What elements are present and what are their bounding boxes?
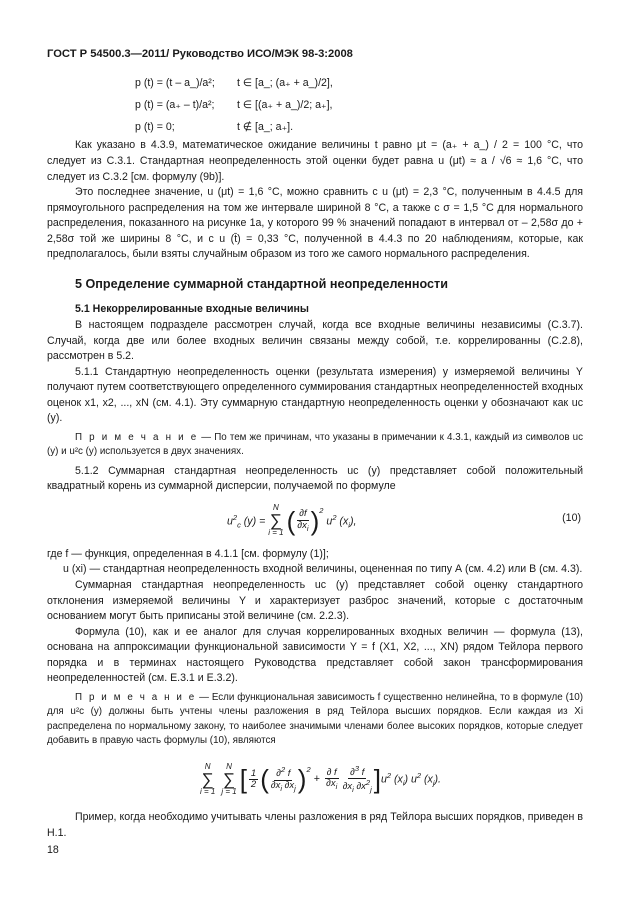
note-1	[47, 431, 583, 460]
pdf-line	[47, 94, 583, 116]
formula-10	[47, 499, 583, 543]
where-u: u (xi) — стандартная неопределенность входной величины, оцененная по типу А (см. 4.2) или В (см. 4.3).	[63, 563, 583, 576]
pdf-line	[47, 116, 583, 138]
formula-10-body: $u^2_c$ (y) = N ∑ i = 1 ( $\frac{\partial f}{\partial x_i}$ ) $^2$ $u^2$ $(x_i)$,	[227, 503, 357, 538]
pdf-line-left: p (t) = 0;	[135, 120, 175, 133]
document-page	[47, 46, 583, 842]
formula-higher-order	[47, 752, 583, 806]
paragraph-combined-uncertainty: Суммарная стандартная неопределенность uc (y) представляет собой оценку стандартного отклонения измеряемой величины Y и характеризует разброс значений, которые с достаточным основанием могут быть приписаны этой величине (см. 2.2.3).	[47, 578, 583, 623]
paragraph-5-1-2: 5.1.2 Суммарная стандартная неопределенность uc (y) представляет собой положительный квадратный корень из суммарной дисперсии, получаемой по формуле	[47, 464, 583, 493]
pdf-line-right: t ∉ [a_; a₊].	[237, 120, 294, 133]
pdf-line-left: p (t) = (a₊ – t)/a²;	[135, 98, 215, 111]
pdf-line	[47, 72, 583, 94]
note-2	[47, 691, 583, 749]
formula-10-number: (10)	[562, 511, 581, 524]
note-text: — Если функциональная зависимость f существенно нелинейна, то в формуле (10) для u²c (y) должны быть учтены члены разложения в ряд Тейлора высших порядков. Если каждая из Xi распределена по нормальному закону, то наиболее значимыми членами более высоких порядков, которые следует добавить в правую часть формулы (10), являются	[47, 691, 583, 747]
pdf-line-left: p (t) = (t – a_)/a²;	[135, 76, 215, 89]
paragraph-example: Пример, когда необходимо учитывать члены разложения в ряд Тейлора высших порядков, приведен в Н.1.	[47, 811, 583, 840]
where-f: где f — функция, определенная в 4.1.1 [см. формулу (1)];	[47, 547, 329, 560]
formula-higher-order-body: N ∑ i = 1 N ∑ j = 1 [ $\frac{1}{2}$ ( $\frac{\partial^2 f}{\partial x_i \partial x_j}$ ) $^2$ + $\frac{\partial f}{\partial x_i}$ $\frac{\partial^3 f}{\partial x_i \partial x^2_j}$ ] $u^2$ $(x_i)$ $u^2$ $(x_j)$.	[200, 761, 441, 796]
note-text: — По тем же причинам, что указаны в примечании к 4.3.1, каждый из символов uc (y) и u²c (y) используется в двух значениях.	[47, 431, 584, 458]
paragraph-comparison: Это последнее значение, u (μt) = 1,6 °C, можно сравнить с u (μt) = 2,3 °C, полученным в 4.4.5 для прямоугольного распределения на том же интервале шириной 8 °C, а также с σ = 1,5 °C для нормального распределения, показанного на рисунке 1а, у которого 99 % значений попадают в интервал от – 2,58σ до + 2,58σ той же ширины 8 °C, и с u (t̄) = 0,33 °C, полученной в 4.4.3 по 20 наблюдениям, которые, как предполагалось, были взяты случайным образом из того же самого нормального распределения.	[47, 186, 583, 261]
note-label: П р и м е ч а н и е	[75, 431, 199, 443]
paragraph-5-1-1: 5.1.1 Стандартную неопределенность оценки (результата измерения) y измеряемой величины Y получают путем соответствующего определенного суммирования стандартных неопределенностей входных оценок x1, x2, ..., xN (см. 4.1). Эту суммарную стандартную неопределенность оценки y обозначают как uc (y).	[47, 365, 583, 425]
note-label: П р и м е ч а н и е	[75, 691, 197, 703]
paragraph-expectation: Как указано в 4.3.9, математическое ожидание величины t равно μt = (a₊ + a_) / 2 = 100 °C, что следует из С.3.1. Стандартная неопределенность этой оценки будет равна u (μt) ≈ a / √6 ≈ 1,6 °C, что следует из С.3.2 [см. формулу (9b)].	[47, 139, 583, 183]
paragraph-formula-10: Формула (10), как и ее аналог для случая коррелированных входных величин — формула (13), основана на аппроксимации функциональной зависимости Y = f (X1, X2, ..., XN) рядом Тейлора первого порядка и в терминах настоящего Руководства представляет собой закон трансформирования неопределенностей (см. Е.3.1 и Е.3.2).	[47, 625, 583, 685]
paragraph-5-1-intro: В настоящем подразделе рассмотрен случай, когда все входные величины независимы (С.3.7). Случай, когда две или более входных величин связаны между собой, т.е. коррелированны (С.2.8), рассмотрен в 5.2.	[47, 319, 583, 363]
section-title: 5 Определение суммарной стандартной неопределенности	[75, 276, 448, 291]
page-number: 18	[47, 844, 59, 856]
pdf-line-right: t ∈ [a_; (a₊ + a_)/2],	[237, 76, 333, 89]
pdf-definition	[47, 72, 583, 138]
subsection-title: 5.1 Некоррелированные входные величины	[75, 303, 309, 316]
document-header: ГОСТ Р 54500.3—2011/ Руководство ИСО/МЭК 98-3:2008	[47, 48, 353, 60]
pdf-line-right: t ∈ [(a₊ + a_)/2; a₊],	[237, 98, 333, 111]
